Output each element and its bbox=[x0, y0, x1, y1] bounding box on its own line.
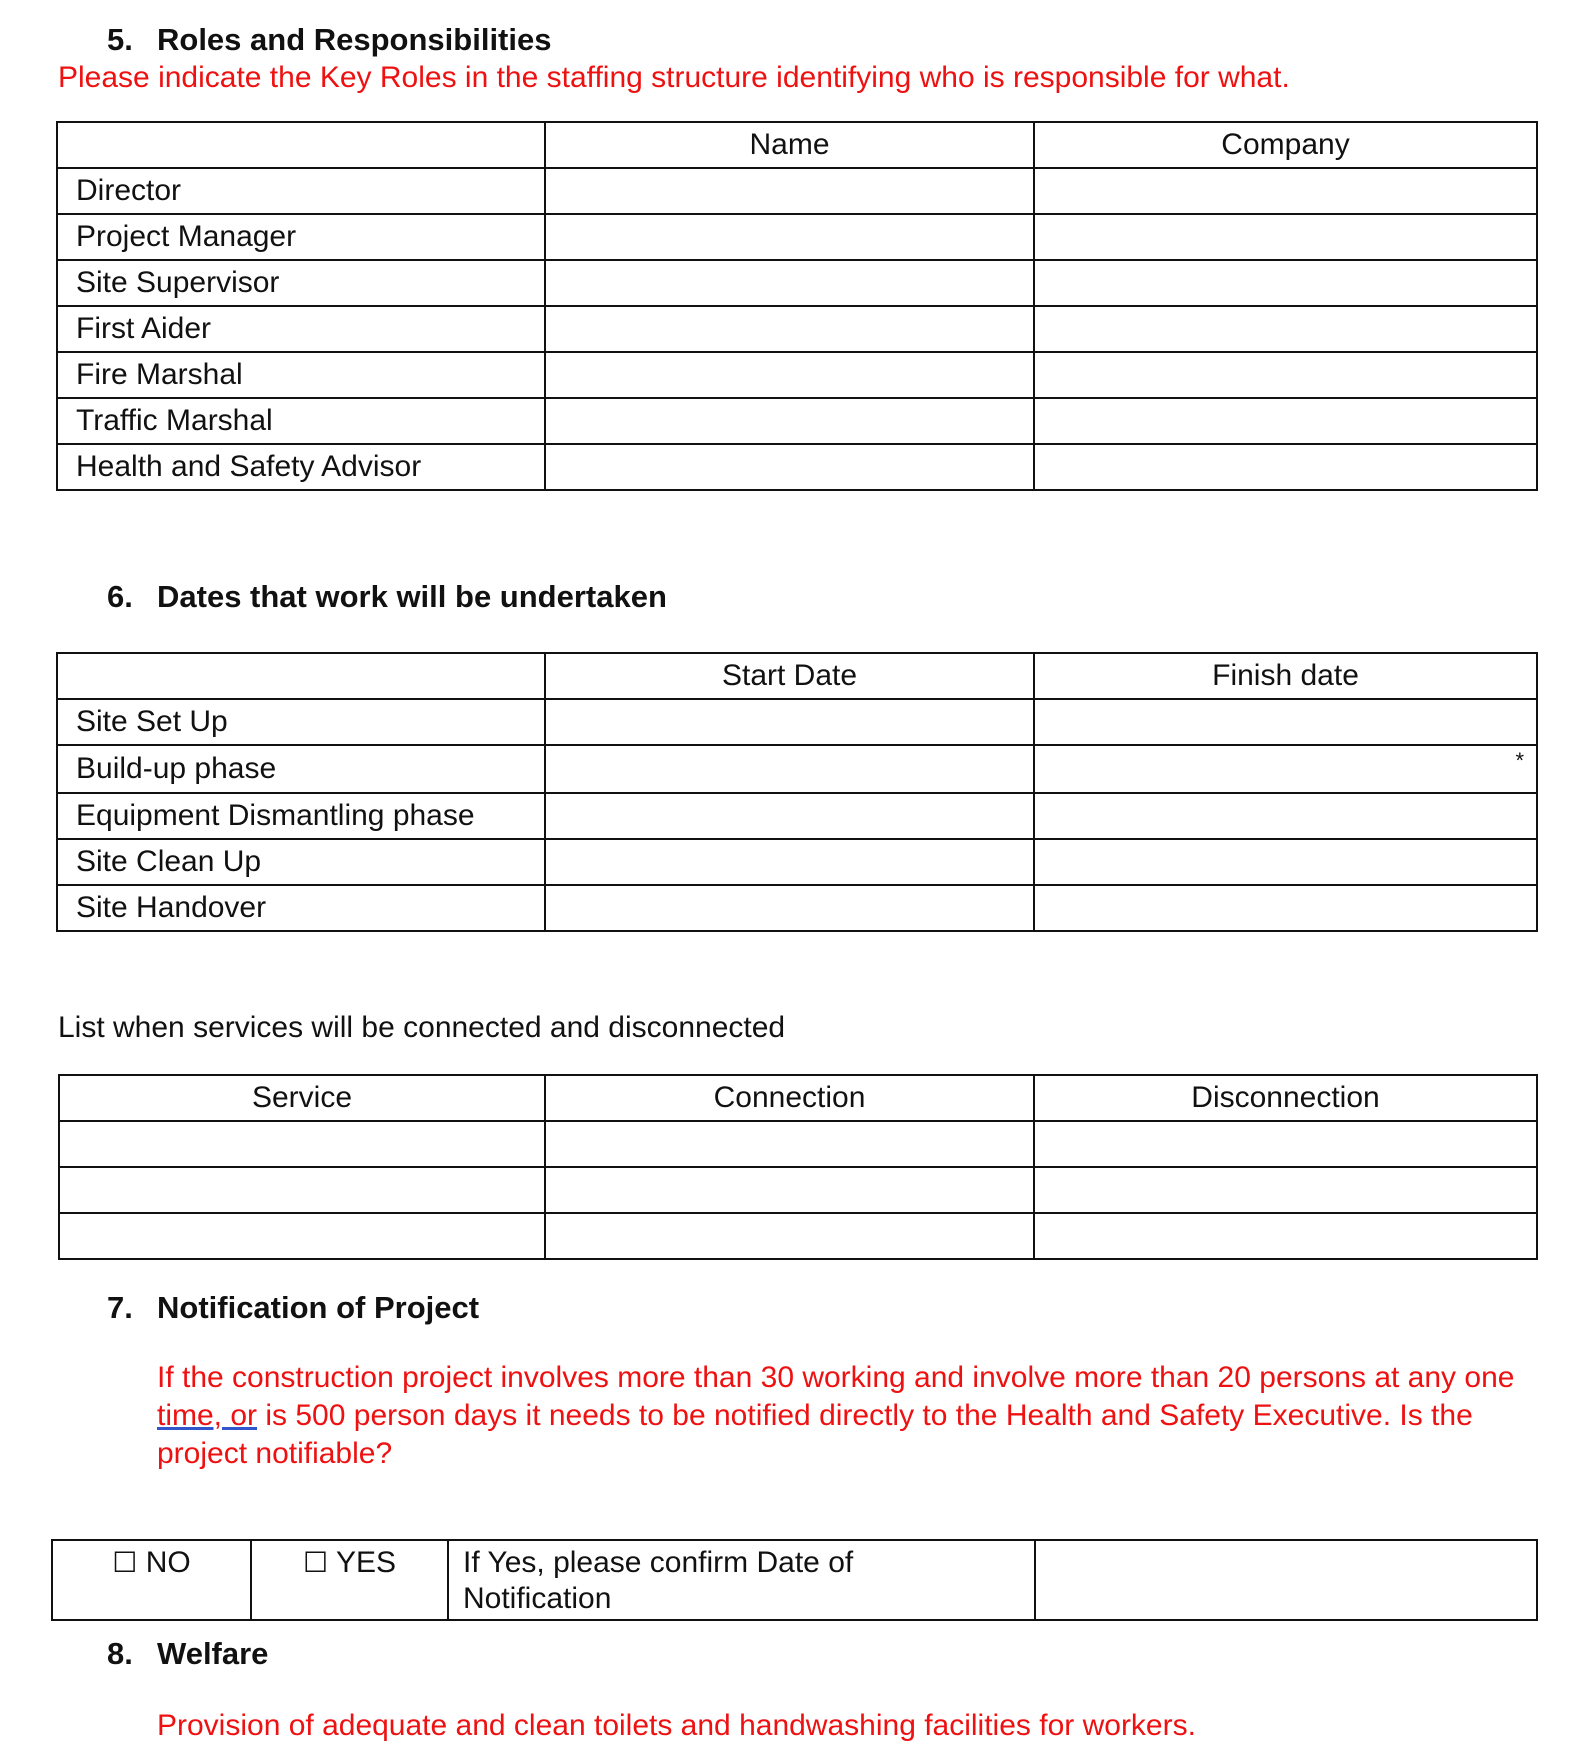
table-row bbox=[57, 214, 1537, 260]
section-title: Notification of Project bbox=[157, 1290, 480, 1325]
role-label: First Aider bbox=[57, 306, 545, 352]
start-date-cell[interactable] bbox=[545, 839, 1034, 885]
role-label: Project Manager bbox=[57, 214, 545, 260]
name-cell[interactable] bbox=[545, 398, 1034, 444]
section-6-heading bbox=[107, 579, 667, 615]
no-label: NO bbox=[145, 1546, 191, 1579]
name-cell[interactable] bbox=[545, 306, 1034, 352]
phase-label: Equipment Dismantling phase bbox=[57, 793, 545, 839]
phase-label: Build-up phase bbox=[57, 745, 545, 793]
connection-cell[interactable] bbox=[545, 1167, 1034, 1213]
connection-cell[interactable] bbox=[545, 1121, 1034, 1167]
checkbox-icon[interactable]: ☐ bbox=[303, 1547, 329, 1578]
paragraph-text: If the construction project involves more than 30 working and involve more than 20 persons at any one bbox=[157, 1361, 1515, 1394]
header-cell: Service bbox=[59, 1075, 545, 1121]
company-cell[interactable] bbox=[1034, 260, 1537, 306]
table-header-row bbox=[59, 1075, 1537, 1121]
connection-cell[interactable] bbox=[545, 1213, 1034, 1259]
phase-label: Site Set Up bbox=[57, 699, 545, 745]
table-row bbox=[57, 168, 1537, 214]
header-cell: Finish date bbox=[1034, 653, 1537, 699]
roles-table bbox=[56, 121, 1538, 491]
no-option[interactable] bbox=[52, 1540, 251, 1620]
phase-label: Site Handover bbox=[57, 885, 545, 931]
table-row bbox=[57, 306, 1537, 352]
company-cell[interactable] bbox=[1034, 306, 1537, 352]
table-row bbox=[57, 793, 1537, 839]
section-7-heading bbox=[107, 1290, 479, 1326]
name-cell[interactable] bbox=[545, 168, 1034, 214]
notification-date-cell[interactable] bbox=[1035, 1540, 1537, 1620]
company-cell[interactable] bbox=[1034, 214, 1537, 260]
company-cell[interactable] bbox=[1034, 352, 1537, 398]
header-cell: Start Date bbox=[545, 653, 1034, 699]
dates-table bbox=[56, 652, 1538, 932]
section-number: 6. bbox=[107, 579, 133, 614]
section-5-instruction: Please indicate the Key Roles in the staffing structure identifying who is responsible for what. bbox=[58, 61, 1290, 94]
section-number: 7. bbox=[107, 1290, 133, 1325]
finish-date-cell[interactable]: * bbox=[1034, 745, 1537, 793]
table-row bbox=[52, 1540, 1537, 1620]
header-cell: Name bbox=[545, 122, 1034, 168]
section-5-heading bbox=[107, 22, 551, 58]
table-row bbox=[57, 352, 1537, 398]
company-cell[interactable] bbox=[1034, 444, 1537, 490]
table-row bbox=[59, 1213, 1537, 1259]
service-cell[interactable] bbox=[59, 1213, 545, 1259]
role-label: Site Supervisor bbox=[57, 260, 545, 306]
role-label: Fire Marshal bbox=[57, 352, 545, 398]
finish-date-cell[interactable] bbox=[1034, 699, 1537, 745]
table-row bbox=[57, 260, 1537, 306]
section-title: Dates that work will be undertaken bbox=[157, 579, 667, 614]
yes-label: YES bbox=[335, 1546, 396, 1579]
start-date-cell[interactable] bbox=[545, 745, 1034, 793]
confirm-label: If Yes, please confirm Date of Notification bbox=[448, 1540, 1035, 1620]
section-number: 5. bbox=[107, 22, 133, 57]
start-date-cell[interactable] bbox=[545, 885, 1034, 931]
header-cell bbox=[57, 653, 545, 699]
service-cell[interactable] bbox=[59, 1121, 545, 1167]
table-row bbox=[59, 1121, 1537, 1167]
company-cell[interactable] bbox=[1034, 398, 1537, 444]
finish-date-cell[interactable] bbox=[1034, 839, 1537, 885]
header-cell bbox=[57, 122, 545, 168]
table-row bbox=[57, 885, 1537, 931]
notification-paragraph bbox=[157, 1359, 1547, 1473]
services-label: List when services will be connected and disconnected bbox=[58, 1011, 786, 1044]
start-date-cell[interactable] bbox=[545, 699, 1034, 745]
table-row bbox=[57, 444, 1537, 490]
finish-date-cell[interactable] bbox=[1034, 793, 1537, 839]
start-date-cell[interactable] bbox=[545, 793, 1034, 839]
header-cell: Company bbox=[1034, 122, 1537, 168]
name-cell[interactable] bbox=[545, 352, 1034, 398]
notification-table bbox=[51, 1539, 1538, 1621]
paragraph-text: is 500 person days it needs to be notified directly to the Health and Safety Executive. Is the project notifiable? bbox=[157, 1399, 1473, 1470]
services-table bbox=[58, 1074, 1538, 1260]
checkbox-icon[interactable]: ☐ bbox=[112, 1547, 138, 1578]
role-label: Director bbox=[57, 168, 545, 214]
disconnection-cell[interactable] bbox=[1034, 1213, 1537, 1259]
section-title: Welfare bbox=[157, 1636, 269, 1671]
table-row bbox=[57, 745, 1537, 793]
table-header-row bbox=[57, 122, 1537, 168]
section-number: 8. bbox=[107, 1636, 133, 1671]
finish-date-cell[interactable] bbox=[1034, 885, 1537, 931]
table-row bbox=[59, 1167, 1537, 1213]
service-cell[interactable] bbox=[59, 1167, 545, 1213]
paragraph-text: time, or bbox=[157, 1399, 258, 1432]
disconnection-cell[interactable] bbox=[1034, 1167, 1537, 1213]
yes-option[interactable] bbox=[251, 1540, 448, 1620]
table-header-row bbox=[57, 653, 1537, 699]
role-label: Health and Safety Advisor bbox=[57, 444, 545, 490]
disconnection-cell[interactable] bbox=[1034, 1121, 1537, 1167]
header-cell: Connection bbox=[545, 1075, 1034, 1121]
section-8-heading bbox=[107, 1636, 268, 1672]
name-cell[interactable] bbox=[545, 260, 1034, 306]
header-cell: Disconnection bbox=[1034, 1075, 1537, 1121]
phase-label: Site Clean Up bbox=[57, 839, 545, 885]
name-cell[interactable] bbox=[545, 214, 1034, 260]
role-label: Traffic Marshal bbox=[57, 398, 545, 444]
table-row bbox=[57, 699, 1537, 745]
welfare-instruction: Provision of adequate and clean toilets and handwashing facilities for workers. bbox=[157, 1709, 1196, 1742]
company-cell[interactable] bbox=[1034, 168, 1537, 214]
table-row bbox=[57, 398, 1537, 444]
name-cell[interactable] bbox=[545, 444, 1034, 490]
table-row bbox=[57, 839, 1537, 885]
section-title: Roles and Responsibilities bbox=[157, 22, 552, 57]
